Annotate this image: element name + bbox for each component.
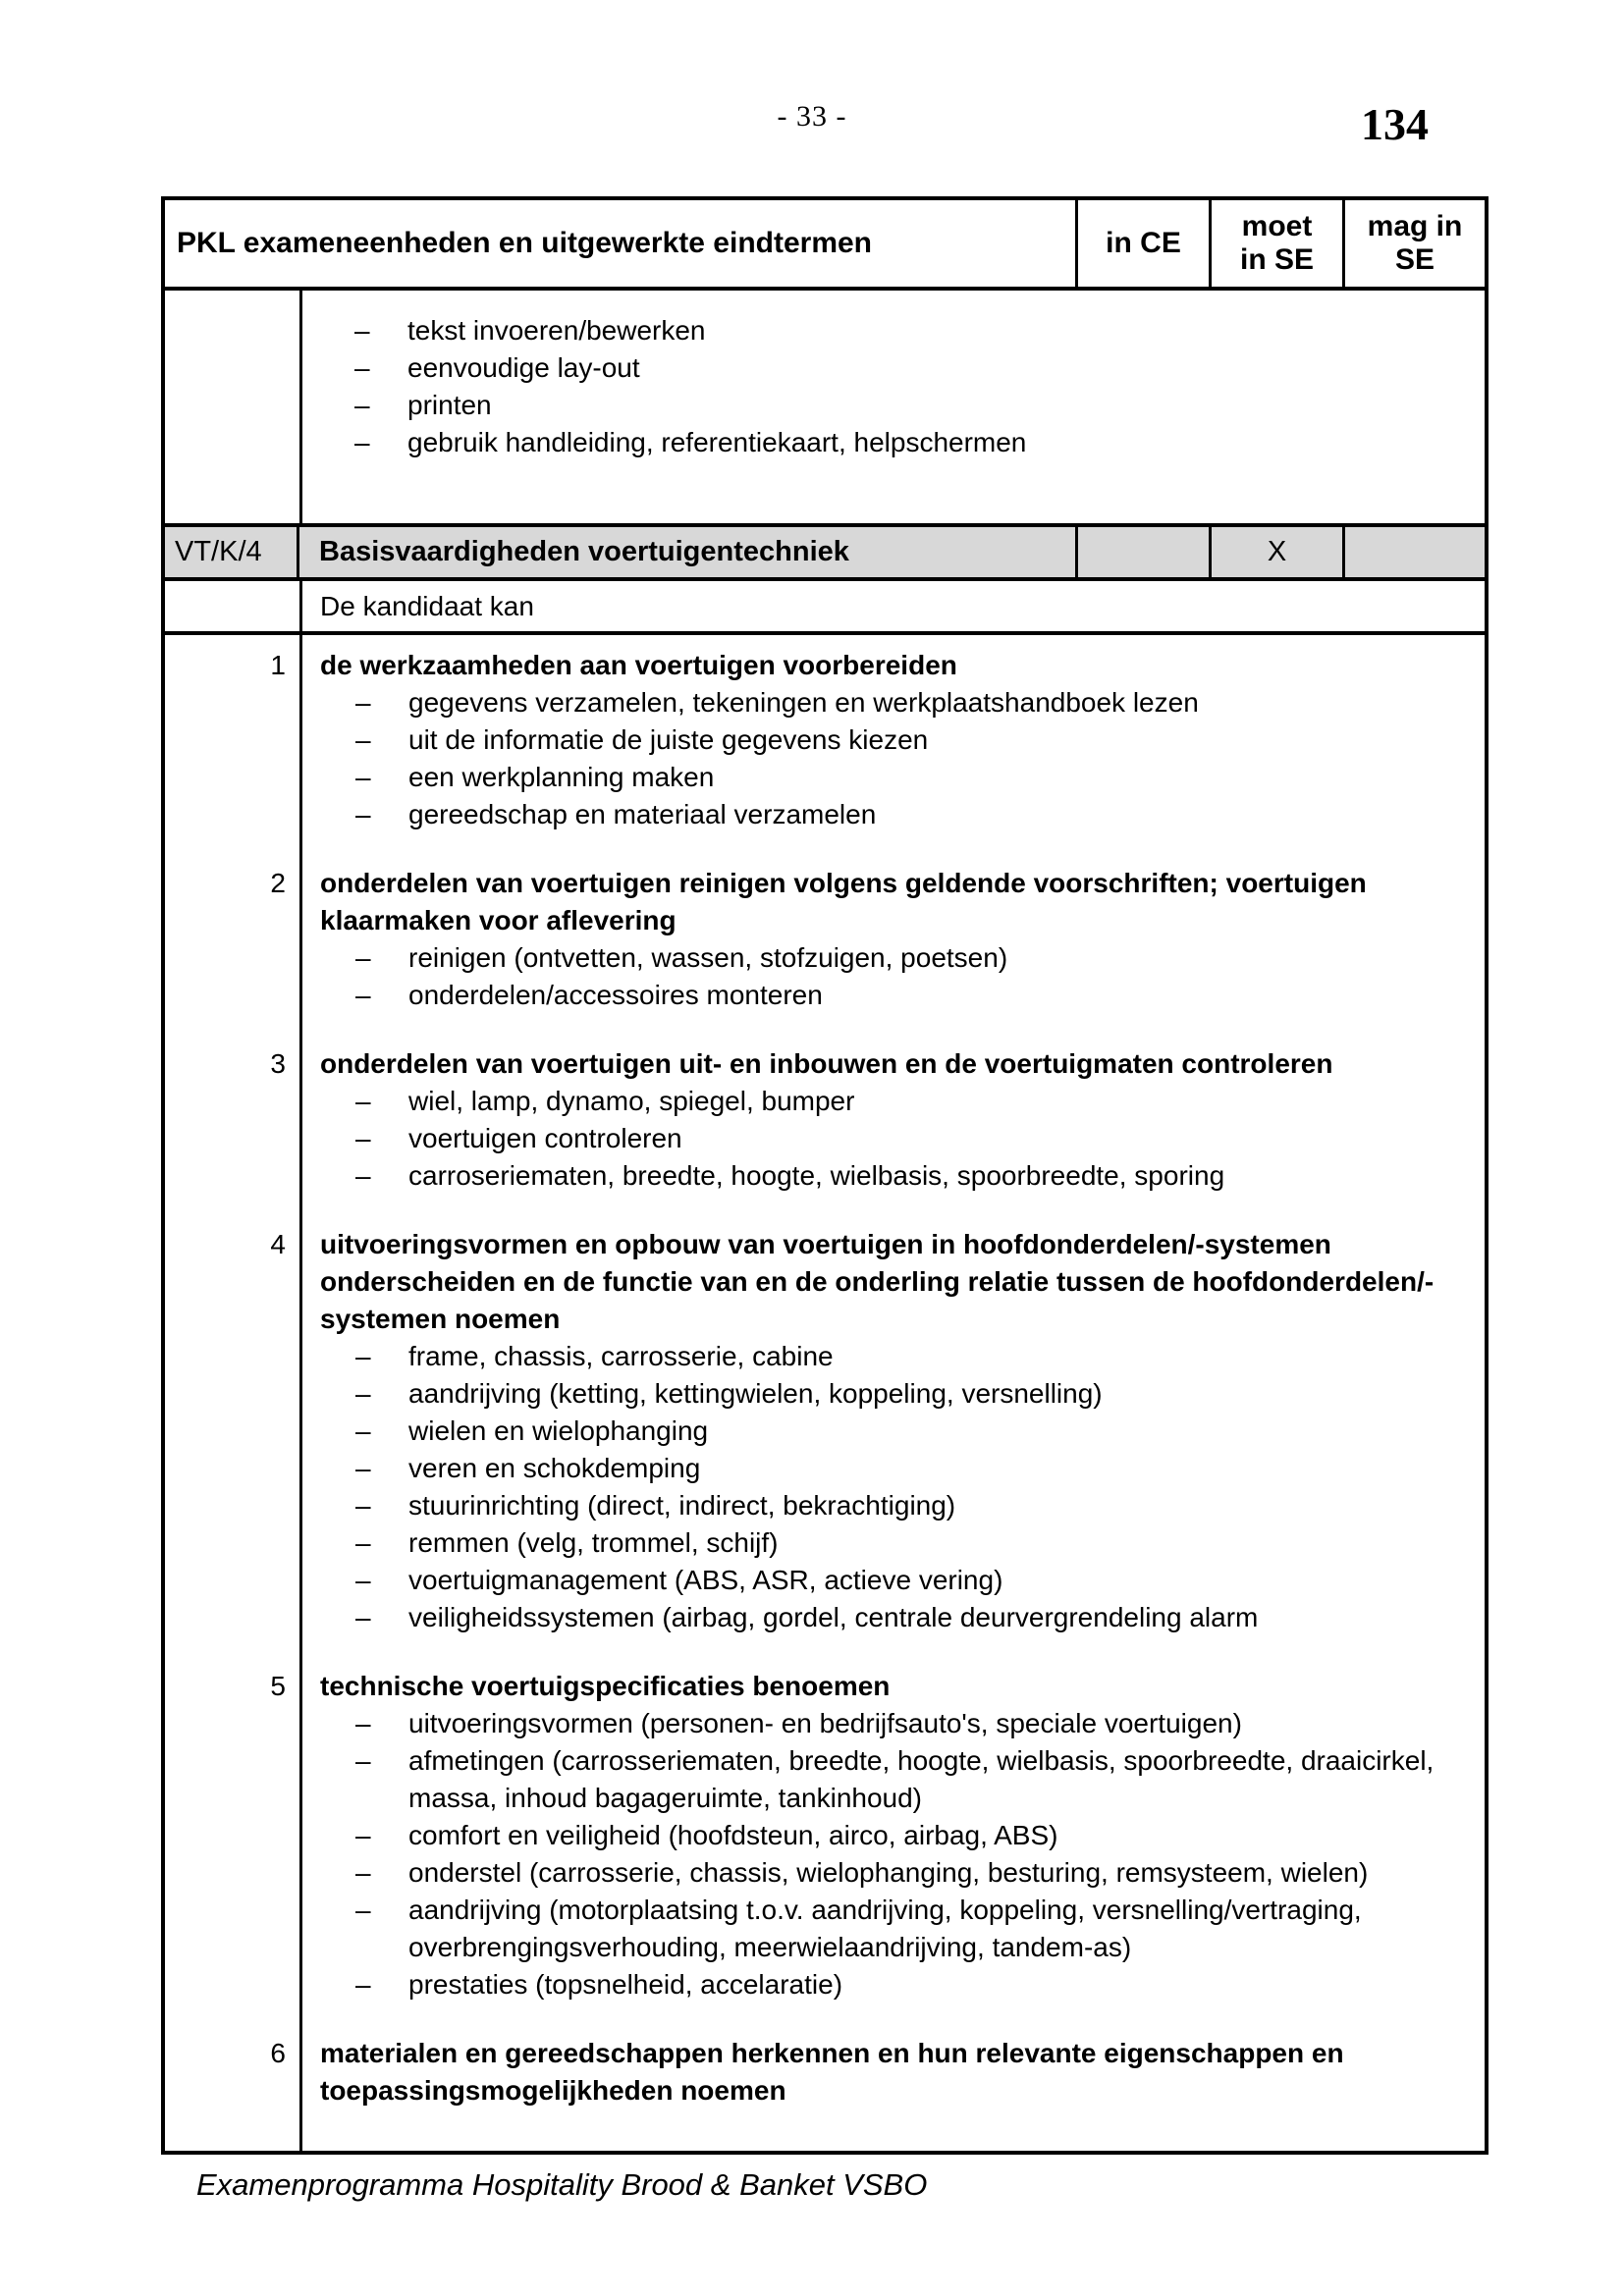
bullet-dash: –: [355, 1341, 371, 1371]
unit-in-ce: [1078, 527, 1212, 577]
exam-item: [165, 1668, 1485, 2035]
bullet-dash: –: [355, 1745, 371, 1776]
bullet-dash: –: [355, 1490, 371, 1521]
item-number: 3: [270, 1048, 286, 1079]
bullet-text: voertuigen controleren: [408, 1123, 682, 1153]
bullet-item: [355, 1083, 1475, 1120]
bullet-dash: –: [355, 1160, 371, 1191]
bullet-text: printen: [407, 390, 492, 420]
bullet-text: wielen en wielophanging: [408, 1415, 709, 1446]
item-body: [299, 1226, 1485, 1668]
bullet-item: [355, 796, 1475, 833]
exam-item: [165, 1045, 1485, 1226]
bullet-dash: –: [354, 390, 370, 420]
item-bullets: [320, 939, 1475, 1014]
bullet-item: [355, 1413, 1475, 1450]
bullet-text: comfort en veiligheid (hoofdsteun, airco, airbag, ABS): [408, 1820, 1058, 1850]
bullet-item: [355, 1524, 1475, 1562]
page-number-right: 134: [1361, 99, 1429, 149]
bullet-text: onderstel (carrosserie, chassis, wielophanging, besturing, remsysteem, wielen): [408, 1857, 1369, 1888]
item-heading: onderdelen van voertuigen reinigen volgens geldende voorschriften; voertuigen klaarmaken voor aflevering: [320, 868, 1367, 935]
bullet-item: [355, 1487, 1475, 1524]
footer-text: Examenprogramma Hospitality Brood & Banket VSBO: [196, 2167, 928, 2202]
item-heading: uitvoeringsvormen en opbouw van voertuigen in hoofdonderdelen/-systemen onderscheiden en de functie van en de onderling relatie tussen de hoofdonderdelen/-systemen noemen: [320, 1229, 1435, 1334]
bullet-dash: –: [354, 352, 370, 383]
bullet-text: gereedschap en materiaal verzamelen: [408, 799, 877, 829]
exam-item: [165, 2035, 1485, 2141]
continuation-row: [165, 291, 1485, 527]
bullet-dash: –: [354, 315, 370, 346]
bullet-text: eenvoudige lay-out: [407, 352, 640, 383]
candidate-row: [165, 581, 1485, 635]
bullet-text: veren en schokdemping: [408, 1453, 701, 1483]
bullet-item: [355, 1450, 1475, 1487]
item-bullets: [320, 1705, 1475, 2003]
bullet-item: [355, 1157, 1475, 1195]
bullet-text: aandrijving (motorplaatsing t.o.v. aandrijving, koppeling, versnelling/vertraging, overbrengingsverhouding, meerwielaandrijving, tandem-as): [408, 1895, 1362, 1962]
header-col-in-ce: in CE: [1078, 200, 1212, 287]
bullet-item: [355, 1599, 1475, 1636]
bullet-dash: –: [355, 724, 371, 755]
bullet-item: [355, 939, 1475, 977]
bullet-item: [354, 349, 1485, 387]
item-body: [299, 865, 1485, 1045]
item-number: 5: [270, 1671, 286, 1701]
bullet-item: [354, 387, 1485, 424]
item-heading: materialen en gereedschappen herkennen en hun relevante eigenschappen en toepassingsmogelijkheden noemen: [320, 2038, 1344, 2106]
unit-code: VT/K/4: [165, 527, 299, 577]
bullet-item: [355, 684, 1475, 721]
bullet-item: [355, 1338, 1475, 1375]
bullet-text: tekst invoeren/bewerken: [407, 315, 706, 346]
bullet-item: [354, 312, 1485, 349]
item-number: 2: [270, 868, 286, 898]
item-body: [299, 1668, 1485, 2035]
bullet-dash: –: [355, 687, 371, 718]
bullet-item: [355, 1375, 1475, 1413]
bullet-dash: –: [355, 1453, 371, 1483]
bullet-item: [355, 977, 1475, 1014]
bullet-item: [355, 1817, 1475, 1854]
bullet-dash: –: [354, 427, 370, 457]
item-bullets: [320, 1083, 1475, 1195]
bullet-dash: –: [355, 1565, 371, 1595]
bullet-dash: –: [355, 1086, 371, 1116]
bullet-text: onderdelen/accessoires monteren: [408, 980, 823, 1010]
bullet-item: [355, 1705, 1475, 1742]
bullet-item: [355, 1120, 1475, 1157]
exam-unit-row: [165, 527, 1485, 581]
item-number: 4: [270, 1229, 286, 1259]
bullet-item: [355, 1854, 1475, 1892]
header-col-moet-in-se: moet in SE: [1212, 200, 1345, 287]
bullet-text: afmetingen (carrosseriematen, breedte, hoogte, wielbasis, spoorbreedte, draaicirkel, massa, inhoud bagageruimte, tankinhoud): [408, 1745, 1435, 1813]
bullet-dash: –: [355, 1857, 371, 1888]
bullet-text: remmen (velg, trommel, schijf): [408, 1527, 779, 1558]
bullet-dash: –: [355, 980, 371, 1010]
header-title: PKL exameneenheden en uitgewerkte eindtermen: [165, 200, 1078, 287]
bullet-text: gebruik handleiding, referentiekaart, helpschermen: [407, 427, 1027, 457]
item-heading: onderdelen van voertuigen uit- en inbouwen en de voertuigmaten controleren: [320, 1048, 1333, 1079]
bullet-dash: –: [355, 799, 371, 829]
items-list: [165, 647, 1485, 2141]
bullet-dash: –: [355, 762, 371, 792]
item-body: [299, 647, 1485, 865]
exam-table: [161, 196, 1489, 2155]
item-body: [299, 1045, 1485, 1226]
unit-moet-in-se: X: [1212, 527, 1345, 577]
bullet-text: uitvoeringsvormen (personen- en bedrijfsauto's, speciale voertuigen): [408, 1708, 1242, 1738]
bullet-dash: –: [355, 1527, 371, 1558]
header-col-mag-in-se: mag in SE: [1367, 210, 1463, 276]
table-header-row: [165, 200, 1485, 291]
bullet-dash: –: [355, 1708, 371, 1738]
bullet-dash: –: [355, 942, 371, 973]
item-heading: technische voertuigspecificaties benoemen: [320, 1671, 891, 1701]
bullet-text: stuurinrichting (direct, indirect, bekrachtiging): [408, 1490, 956, 1521]
bullet-item: [355, 1966, 1475, 2003]
item-number: 6: [270, 2038, 286, 2068]
unit-title: Basisvaardigheden voertuigentechniek: [299, 527, 1078, 577]
bullet-dash: –: [355, 1895, 371, 1925]
item-bullets: [320, 684, 1475, 833]
bullet-dash: –: [355, 1820, 371, 1850]
bullet-text: reinigen (ontvetten, wassen, stofzuigen, poetsen): [408, 942, 1008, 973]
bullet-text: wiel, lamp, dynamo, spiegel, bumper: [408, 1086, 855, 1116]
unit-mag-in-se: [1345, 527, 1485, 577]
bullet-dash: –: [355, 1602, 371, 1632]
bullet-dash: –: [355, 1969, 371, 2000]
bullet-item: [354, 424, 1485, 461]
bullet-dash: –: [355, 1415, 371, 1446]
items-row: [165, 635, 1485, 2151]
exam-item: [165, 1226, 1485, 1668]
exam-item: [165, 865, 1485, 1045]
bullet-item: [355, 721, 1475, 759]
bullet-item: [355, 1892, 1475, 1966]
page-number-center: - 33 -: [777, 100, 847, 133]
bullet-text: gegevens verzamelen, tekeningen en werkplaatshandboek lezen: [408, 687, 1199, 718]
bullet-text: carroseriematen, breedte, hoogte, wielbasis, spoorbreedte, sporing: [408, 1160, 1225, 1191]
bullet-item: [355, 759, 1475, 796]
bullet-dash: –: [355, 1378, 371, 1409]
bullet-text: uit de informatie de juiste gegevens kiezen: [408, 724, 929, 755]
item-number: 1: [270, 650, 286, 680]
candidate-line: De kandidaat kan: [320, 590, 534, 621]
continuation-bullets: [165, 312, 1485, 461]
item-heading: de werkzaamheden aan voertuigen voorbereiden: [320, 650, 957, 680]
bullet-text: prestaties (topsnelheid, accelaratie): [408, 1969, 843, 2000]
bullet-text: veiligheidssystemen (airbag, gordel, centrale deurvergrendeling alarm: [408, 1602, 1259, 1632]
bullet-text: een werkplanning maken: [408, 762, 715, 792]
bullet-text: aandrijving (ketting, kettingwielen, koppeling, versnelling): [408, 1378, 1103, 1409]
bullet-item: [355, 1562, 1475, 1599]
item-bullets: [320, 1338, 1475, 1636]
item-body: [299, 2035, 1485, 2141]
bullet-item: [355, 1742, 1475, 1817]
exam-item: [165, 647, 1485, 865]
bullet-text: frame, chassis, carrosserie, cabine: [408, 1341, 834, 1371]
bullet-text: voertuigmanagement (ABS, ASR, actieve vering): [408, 1565, 1003, 1595]
bullet-dash: –: [355, 1123, 371, 1153]
